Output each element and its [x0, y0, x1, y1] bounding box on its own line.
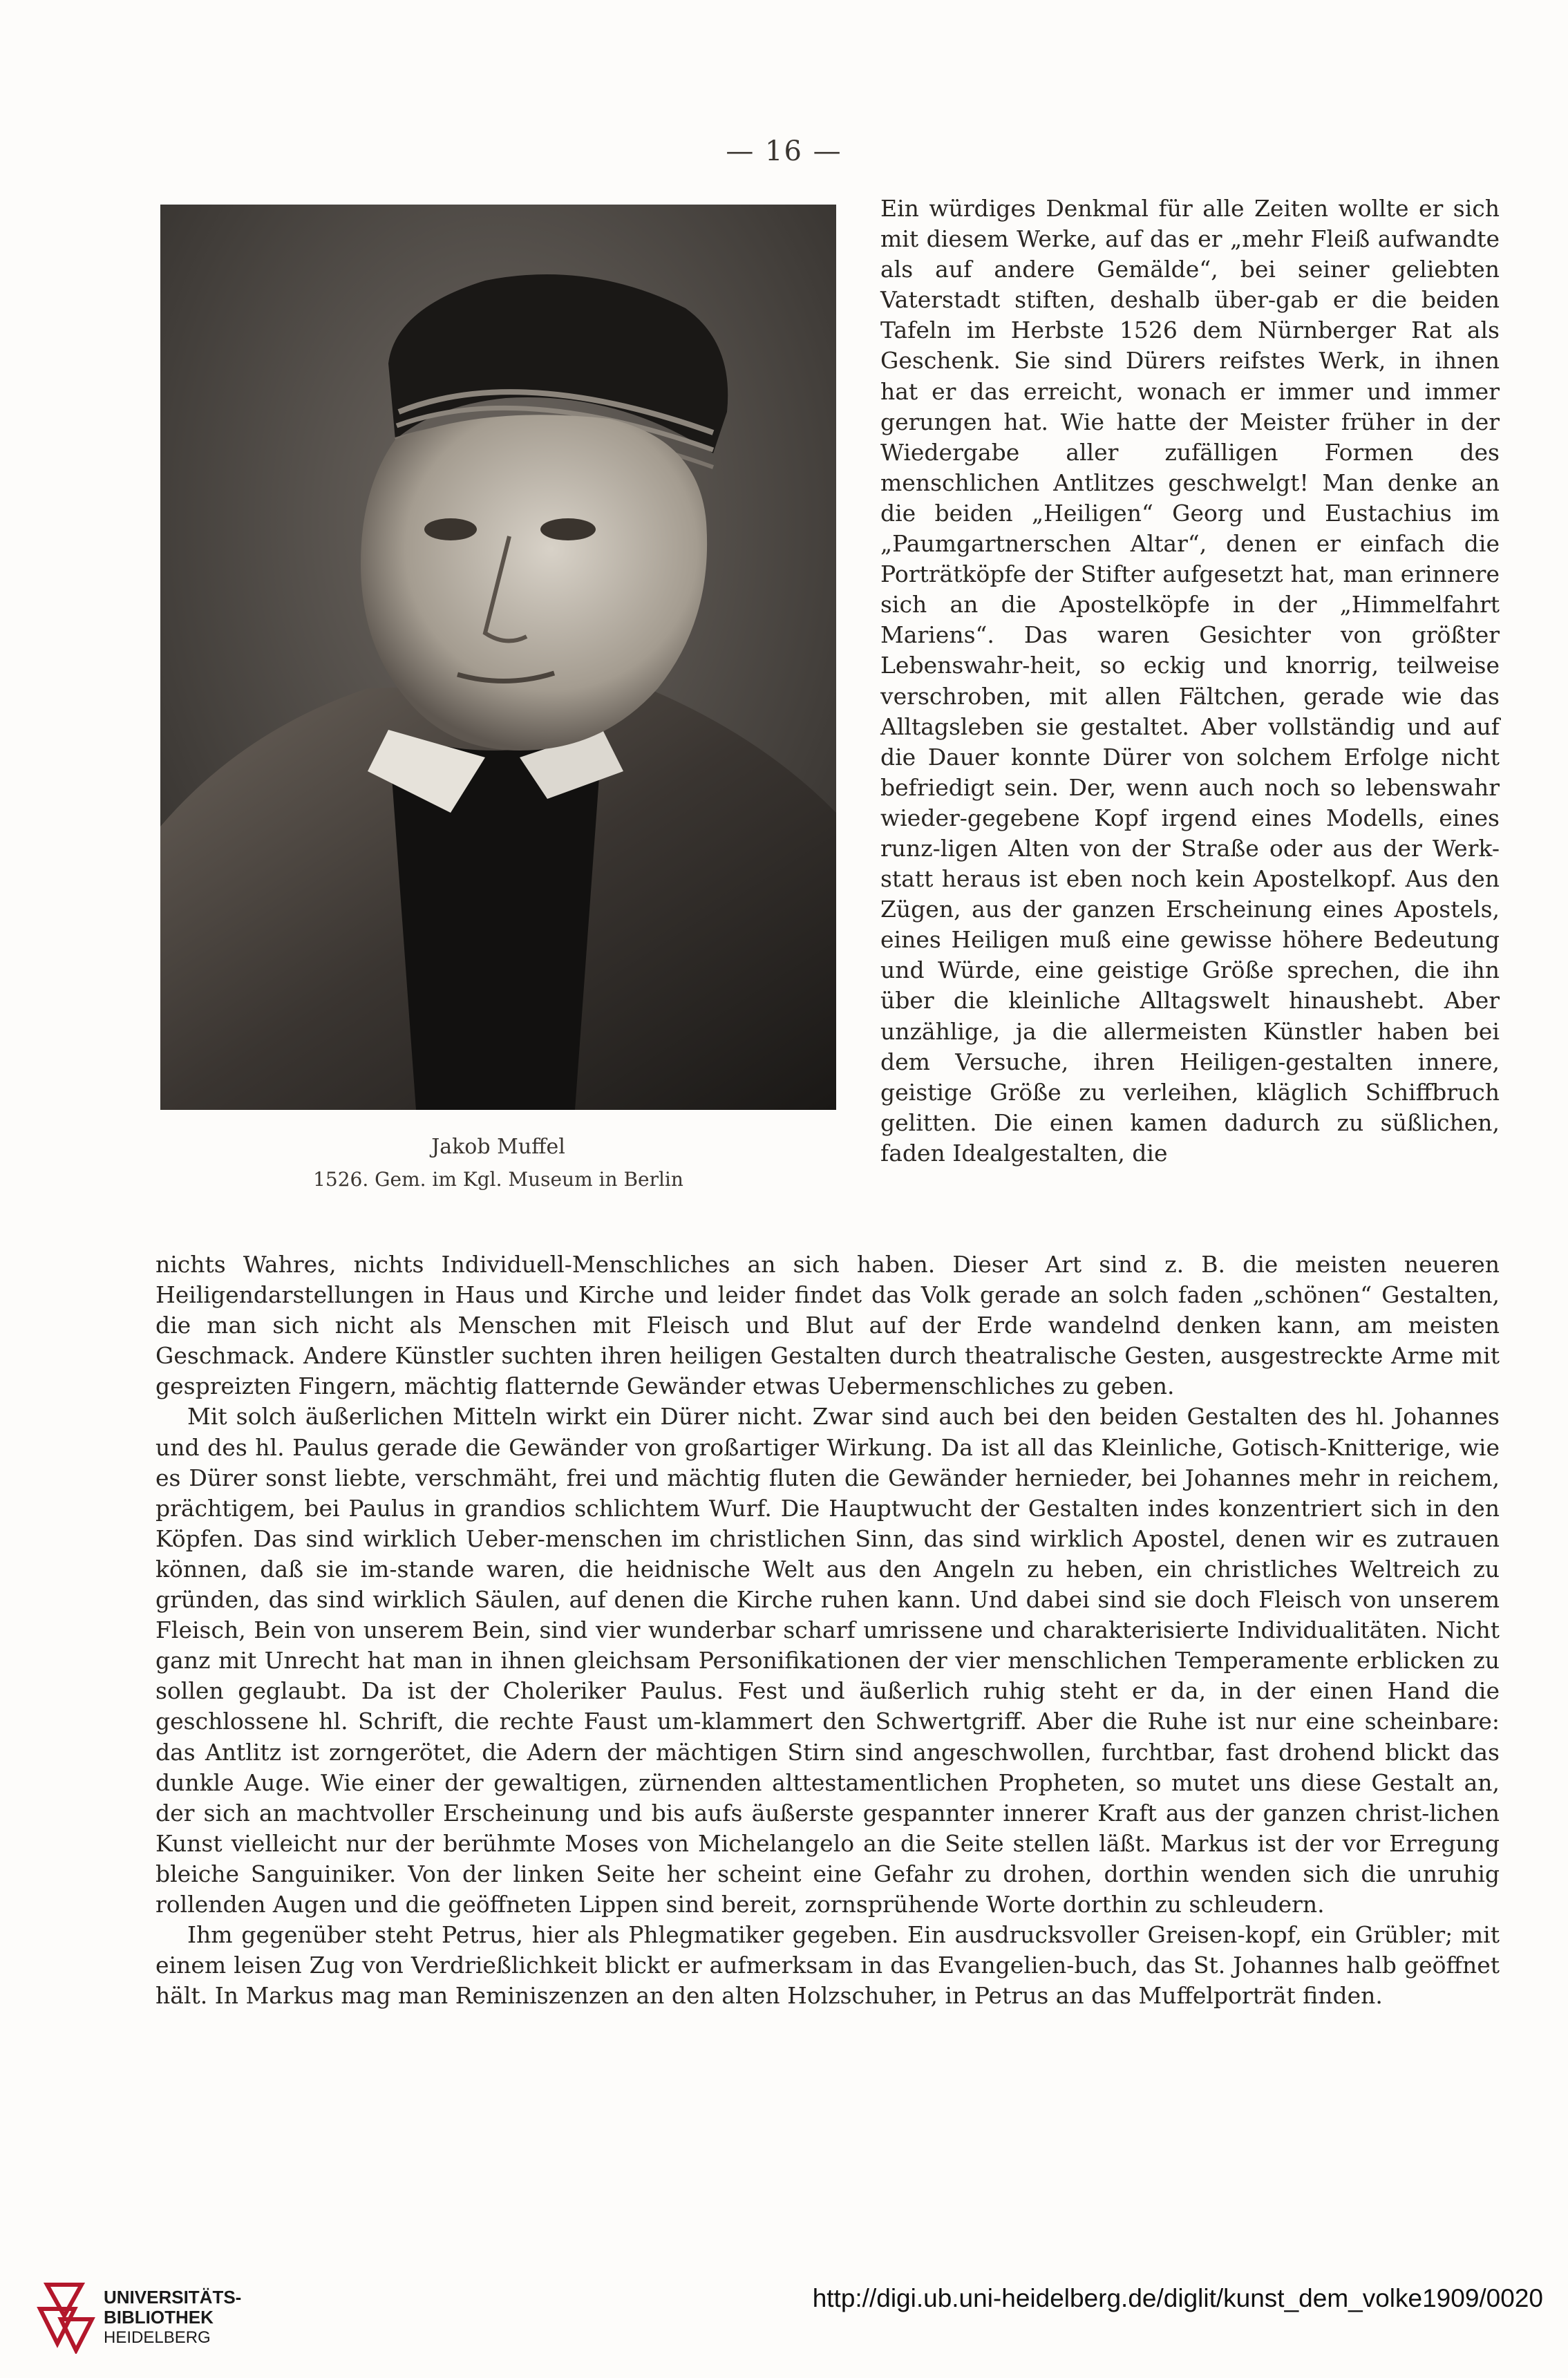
figure-caption-detail: 1526. Gem. im Kgl. Museum in Berlin	[313, 1168, 683, 1191]
portrait-illustration	[160, 205, 836, 1110]
library-name	[104, 2287, 241, 2348]
side-paragraph: Ein würdiges Denkmal für alle Zeiten wollte er sich mit diesem Werke, auf das er „mehr Fleiß aufwandte als auf andere Gemälde“, bei seiner geliebten Vaterstadt stiften, deshalb über-gab er die beiden Tafeln im Herbste 1526 dem Nürnberger Rat als Geschenk. Sie sind Dürers reifstes Werk, in ihnen hat er das erreicht, wonach er immer und immer gerungen hat. Wie hatte der Meister früher in der Wiedergabe aller zufälligen Formen des menschlichen Antlitzes geschwelgt! Man denke an die beiden „Heiligen“ Georg und Eustachius im „Paumgartnerschen Altar“, denen er einfach die Porträtköpfe der Stifter aufgesetzt hat, man erinnere sich an die Apostelköpfe in der „Himmelfahrt Mariens“. Das waren Gesichter von größter Lebenswahr-heit, so eckig und knorrig, teilweise verschroben, mit allen Fältchen, gerade wie das Alltagsleben sie gestaltet. Aber vollständig und auf die Dauer konnte Dürer von solchem Erfolge nicht befriedigt sein. Der, wenn auch noch so lebenswahr wieder-gegebene Kopf irgend eines Modells, eines runz-ligen Alten von der Straße oder aus der Werk-statt heraus ist eben noch kein Apostelkopf. Aus den Zügen, aus der ganzen Erscheinung eines Apostels, eines Heiligen muß eine gewisse höhere Bedeutung und Würde, eine geistige Größe sprechen, die ihn über die kleinliche Alltagswelt hinaushebt. Aber unzählige, ja die allermeisten Künstler haben bei dem Versuche, ihren Heiligen-gestalten innere, geistige Größe zu verleihen, kläglich Schiffbruch gelitten. Die einen kamen dadurch zu süßlichen, faden Idealgestalten, die	[880, 195, 1500, 1167]
portrait-image	[160, 205, 836, 1110]
paragraph-1: nichts Wahres, nichts Individuell-Menschliches an sich haben. Dieser Art sind z. B. die meisten neueren Heiligendarstellungen in Haus und Kirche und leider findet das Volk gerade an solch faden „schönen“ Gestalten, die man sich nicht als Menschen mit Fleisch und Blut auf der Erde wandelnd denken kann, am meisten Geschmack. Andere Künstler suchten ihren heiligen Gestalten durch theatralische Gesten, ausgestreckte Arme mit gespreizten Fingern, mächtig flatternde Gewänder etwas Uebermenschliches zu geben.	[155, 1251, 1500, 1400]
page-number: — 16 —	[726, 135, 842, 167]
library-logo-icon[interactable]	[33, 2278, 95, 2354]
source-url-link[interactable]: http://digi.ub.uni-heidelberg.de/diglit/kunst_dem_volke1909/0020	[812, 2284, 1543, 2312]
library-name-line1: UNIVERSITÄTS-	[104, 2287, 242, 2308]
side-text-column	[880, 194, 1500, 1169]
paragraph-3: Ihm gegenüber steht Petrus, hier als Phlegmatiker gegeben. Ein ausdrucksvoller Greisen-kopf, ein Grübler; mit einem leisen Zug von Verdrießlichkeit blickt er aufmerksam in das Evangelien-buch, das St. Johannes halb geöffnet hält. In Markus mag man Reminiszenzen an den alten Holzschuher, in Petrus an das Muffelporträt finden.	[155, 1921, 1500, 2010]
paragraph-2: Mit solch äußerlichen Mitteln wirkt ein Dürer nicht. Zwar sind auch bei den beiden Gestalten des hl. Johannes und des hl. Paulus gerade die Gewänder von großartiger Wirkung. Da ist all das Kleinliche, Gotisch-Knitterige, wie es Dürer sonst liebte, verschmäht, frei und mächtig fluten die Gewänder hernieder, bei Johannes mehr in reichem, prächtigem, bei Paulus in grandios schlichtem Wurf. Die Hauptwucht der Gestalten indes konzentriert sich in den Köpfen. Das sind wirklich Ueber-menschen im christlichen Sinn, das sind wirklich Apostel, denen wir es zutrauen können, daß sie im-stande waren, die heidnische Welt aus den Angeln zu heben, ein christliches Weltreich zu gründen, das sind wirklich Säulen, auf denen die Kirche ruhen kann. Und dabei sind sie doch Fleisch von unserem Fleisch, Bein von unserem Bein, sind vier wunderbar scharf umrissene und charakterisierte Individualitäten. Nicht ganz mit Unrecht hat man in ihnen gleichsam Personifikationen der vier menschlichen Temperamente erblicken zu sollen geglaubt. Da ist der Choleriker Paulus. Fest und äußerlich ruhig steht er da, in der einen Hand die geschlossene hl. Schrift, die rechte Faust um-klammert den Schwertgriff. Aber die Ruhe ist nur eine scheinbare: das Antlitz ist zorngerötet, die Adern der mächtigen Stirn sind angeschwollen, furchtbar, fast drohend blickt das dunkle Auge. Wie einer der gewaltigen, zürnenden alttestamentlichen Propheten, so mutet uns diese Gestalt an, der sich an machtvoller Erscheinung und bis aufs äußerste gespannter innerer Kraft aus der ganzen christ-lichen Kunst vielleicht nur der berühmte Moses von Michelangelo an die Seite stellen läßt. Markus ist der vor Erregung bleiche Sanguiniker. Von der linken Seite her scheint eine Gefahr zu drohen, dorthin wenden sich die unruhig rollenden Augen und die geöffneten Lippen sind bereit, zornsprühende Worte dorthin zu schleudern.	[155, 1403, 1500, 1918]
main-text-column	[155, 1249, 1500, 2011]
library-name-line2: BIBLIOTHEK	[104, 2307, 214, 2328]
figure-caption-name: Jakob Muffel	[431, 1135, 565, 1159]
library-name-line3: HEIDELBERG	[104, 2328, 211, 2347]
